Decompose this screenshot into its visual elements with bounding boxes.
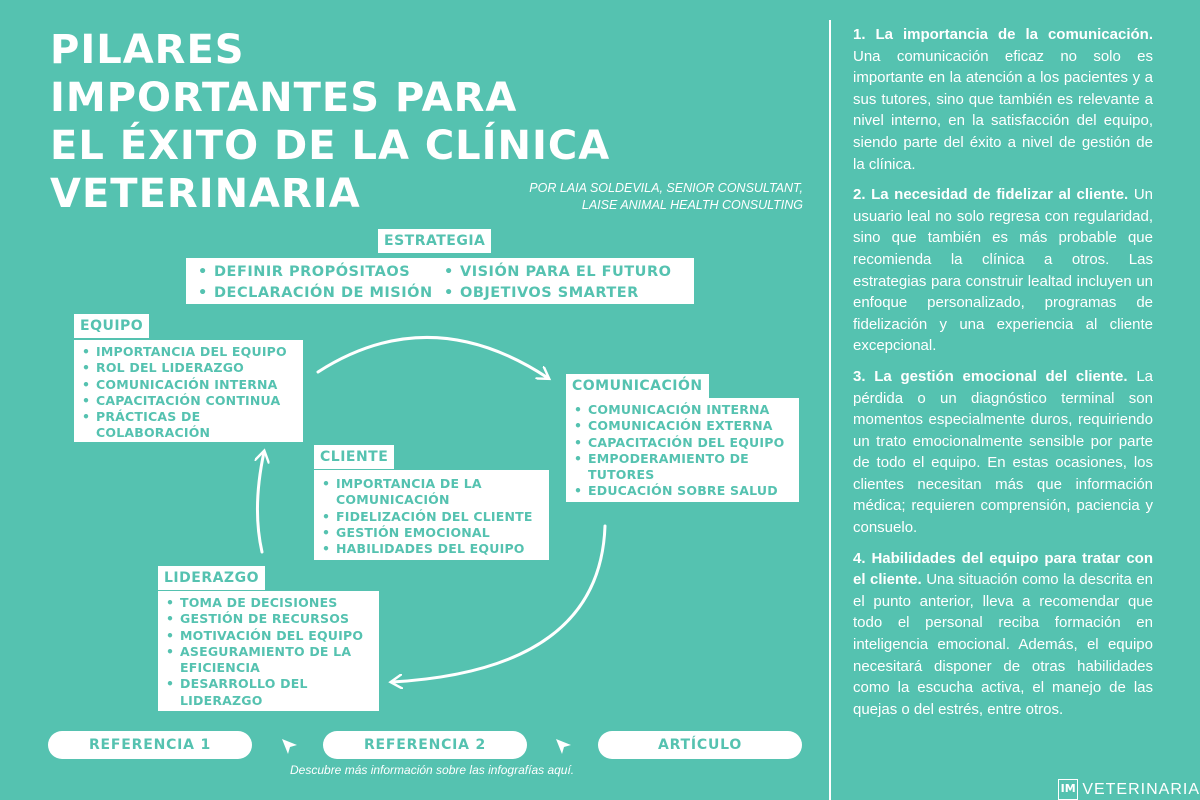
list-item: • PRÁCTICAS DE COLABORACIÓN [78,409,218,442]
list-item: • COMUNICACIÓN EXTERNA [570,418,795,434]
section-4 [853,548,1153,721]
sidebar-text [853,24,1153,729]
section-1-body: Una comunicación eficaz no solo es importante en la atención a los pacientes y a sus tutores, sino que también es relevante a nivel interno, en la satisfacción del equipo, siendo parte del éxito a nivel de gestión de la clínica. [853,47,1153,173]
footnote-link[interactable]: Descubre más información sobre las infografías aquí. [290,763,575,777]
list-item: • FIDELIZACIÓN DEL CLIENTE [318,509,545,525]
list-item: • CAPACITACIÓN DEL EQUIPO [570,435,795,451]
title-line-2: IMPORTANTES PARA [50,75,518,121]
section-2-heading: 2. La necesidad de fidelizar al cliente. [853,186,1129,204]
list-item: • DEFINIR PROPÓSITAOS [194,262,440,283]
section-4-heading: 4. Habilidades del equipo para tratar con el cliente. [853,549,1153,589]
comunicacion-label: COMUNICACIÓN [566,374,709,398]
byline-line-2: LAISE ANIMAL HEALTH CONSULTING [581,198,803,212]
cursor-icon [280,737,300,757]
list-item: • GESTIÓN DE RECURSOS [162,611,375,627]
section-3-body: La pérdida o un diagnóstico terminal son momentos especialmente duros, requiriendo un trato emocionalmente sensible por parte de todo el equipo. En estas ocasiones, los clientes necesitan más que información médica; requieren comprensión, paciencia y consuelo. [853,367,1154,537]
estrategia-list-2 [440,262,686,300]
list-item: • IMPORTANCIA DEL EQUIPO [78,344,299,360]
estrategia-label: ESTRATEGIA [378,229,491,253]
title-line-4: VETERINARIA [50,171,361,217]
list-item: • HABILIDADES DEL EQUIPO [318,541,545,557]
list-item: • ASEGURAMIENTO DE LA EFICIENCIA [162,644,352,677]
cursor-icon [554,737,574,757]
section-3 [853,366,1153,539]
cliente-box [314,470,549,560]
section-2 [853,184,1153,357]
section-1-heading: 1. La importancia de la comunicación. [853,26,1153,43]
title-line-3: EL ÉXITO DE LA CLÍNICA [50,123,611,169]
vertical-divider [829,20,831,800]
byline-line-1: POR LAIA SOLDEVILA, SENIOR CONSULTANT, [529,181,803,195]
list-item: • CAPACITACIÓN CONTINUA [78,393,299,409]
referencia-1-button[interactable]: REFERENCIA 1 [48,731,252,759]
liderazgo-box [158,591,379,711]
equipo-label: EQUIPO [74,314,149,338]
arrow-equipo-to-comunicacion [318,337,548,378]
liderazgo-label: LIDERAZGO [158,566,265,590]
estrategia-box [186,258,694,304]
list-item: • MOTIVACIÓN DEL EQUIPO [162,628,375,644]
referencia-2-button[interactable]: REFERENCIA 2 [323,731,527,759]
section-2-body: Un usuario leal no solo regresa con regularidad, sino que también es más probable que recomienda la clínica a otros. Las estrategias para construir lealtad incluyen un enfoque personalizado, programas de fidelización y una experiencia al cliente excepcional. [853,186,1153,355]
list-item: • EMPODERAMIENTO DE TUTORES [570,451,760,484]
list-item: • DECLARACIÓN DE MISIÓN [194,283,440,304]
arrow-liderazgo-to-equipo [257,452,264,552]
cliente-label: CLIENTE [314,445,394,469]
title-line-1: PILARES [50,27,245,73]
logo-mark: IM [1058,779,1078,800]
comunicacion-box [566,398,799,502]
list-item: • OBJETIVOS SMARTER [440,283,686,304]
list-item: • COMUNICACIÓN INTERNA [78,377,299,393]
list-item: • TOMA DE DECISIONES [162,595,375,611]
list-item: • DESARROLLO DEL LIDERAZGO [162,676,312,709]
section-1 [853,24,1153,175]
brand-logo [1058,779,1200,800]
equipo-box [74,340,303,442]
list-item: • EDUCACIÓN SOBRE SALUD [570,483,795,499]
section-4-body: Una situación como la descrita en el punto anterior, lleva a recomendar que todo el personal reciba formación en inteligencia emocional. Además, el equipo necesitará disponer de otras habilidades como la escucha activa, el manejo de las quejas o del estrés, entre otros. [853,571,1153,718]
list-item: • VISIÓN PARA EL FUTURO [440,262,686,283]
list-item: • ROL DEL LIDERAZGO [78,360,299,376]
logo-wordmark: VETERINARIA [1082,780,1200,798]
articulo-button[interactable]: ARTÍCULO [598,731,802,759]
section-3-heading: 3. La gestión emocional del cliente. [853,367,1128,385]
list-item: • IMPORTANCIA DE LA COMUNICACIÓN [318,476,488,509]
estrategia-list-1 [194,262,440,300]
list-item: • COMUNICACIÓN INTERNA [570,402,795,418]
list-item: • GESTIÓN EMOCIONAL [318,525,545,541]
